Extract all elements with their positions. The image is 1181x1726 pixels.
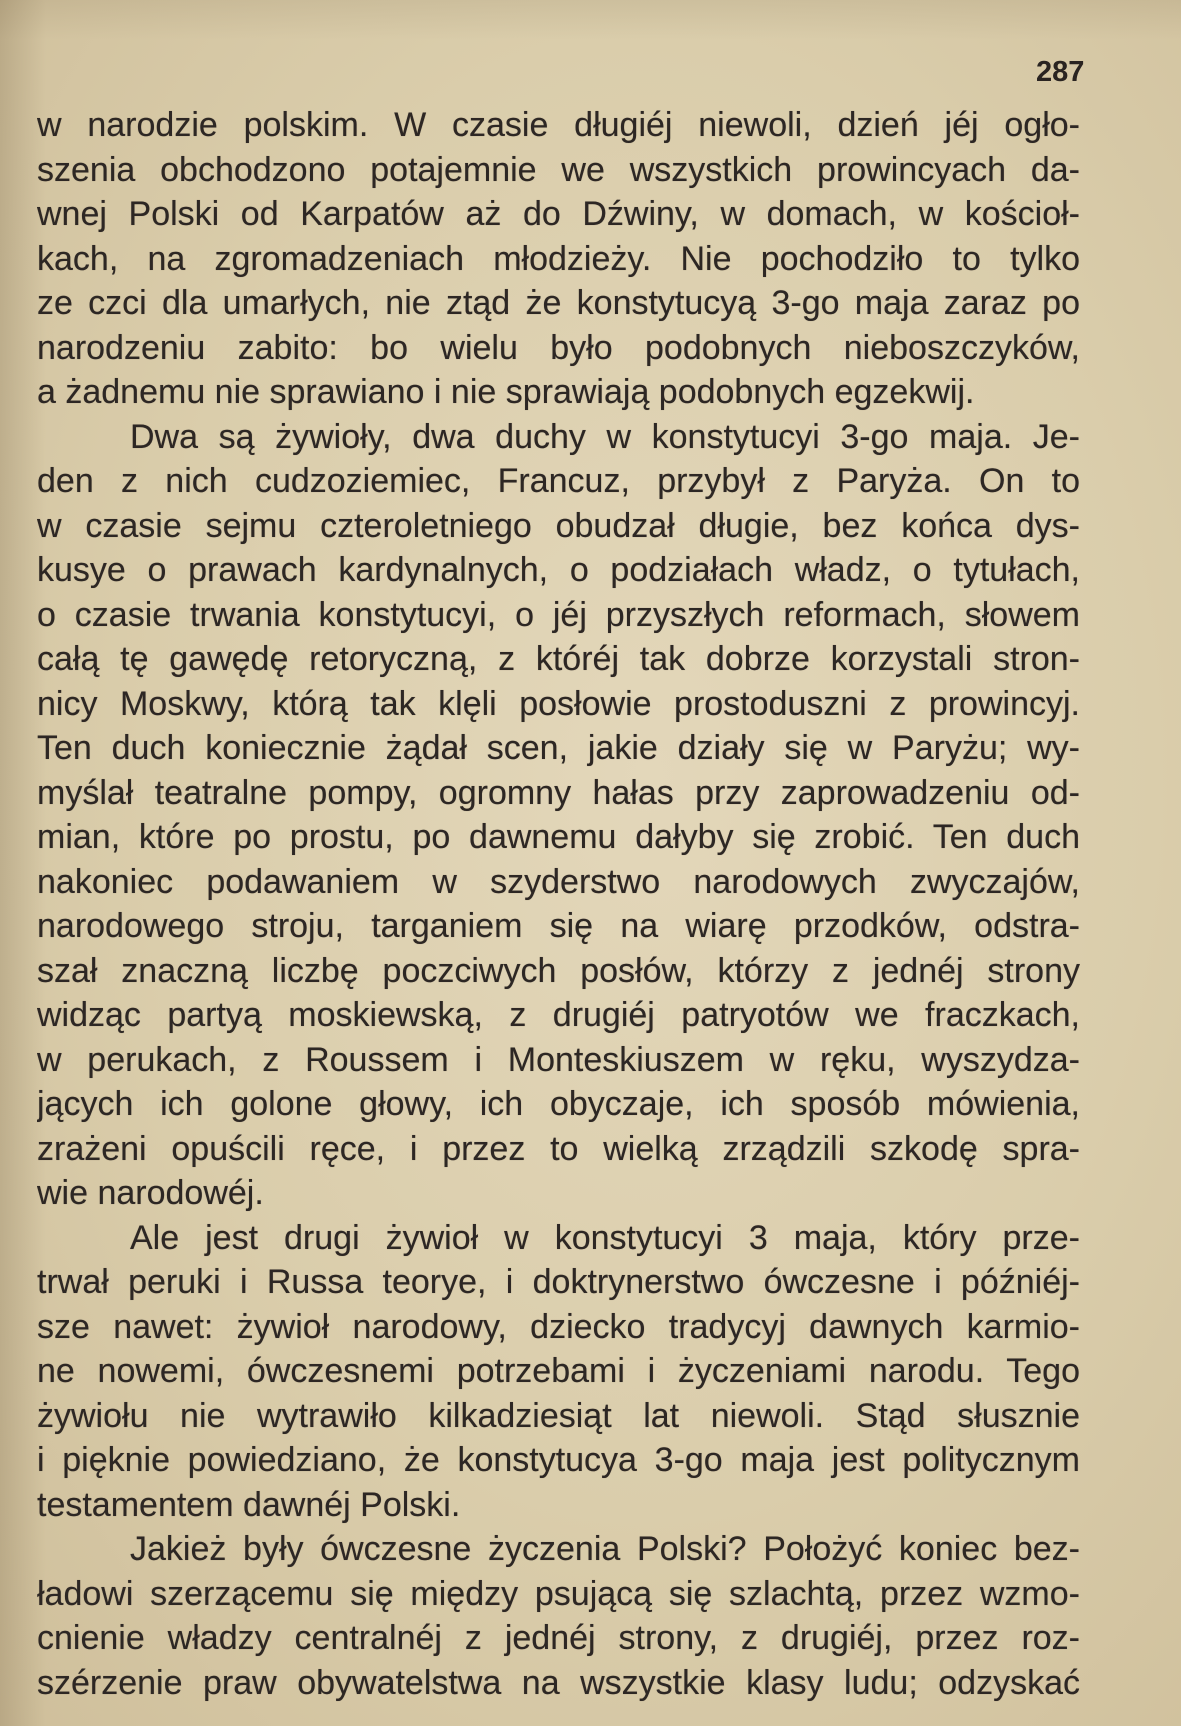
text-line: o czasie trwania konstytucyi, o jéj przyszłych reformach, słowem <box>37 595 1080 634</box>
text-line: a żadnemu nie sprawiano i nie sprawiają podobnych egzekwij. <box>37 373 975 411</box>
text-line: kusye o prawach kardynalnych, o podziałach władz, o tytułach, <box>37 551 1080 589</box>
text-line: i pięknie powiedziano, że konstytucya 3-go maja jest politycznym <box>37 1441 1080 1479</box>
text-line: Ten duch koniecznie żądał scen, jakie działy się w Paryżu; wy- <box>37 729 1080 767</box>
text-line: szenia obchodzono potajemnie we wszystkich prowincyach da- <box>37 150 1080 189</box>
text-line: jących ich golone głowy, ich obyczaje, ich sposób mówienia, <box>37 1085 1080 1123</box>
text-line: trwał peruki i Russa teorye, i doktrynerstwo ówczesne i późniéj- <box>37 1263 1080 1301</box>
text-line: narodowego stroju, targaniem się na wiarę przodków, odstra- <box>37 907 1080 945</box>
text-line: testamentem dawnéj Polski. <box>37 1485 461 1524</box>
text-line: Jakież były ówczesne życzenia Polski? Położyć koniec bez- <box>130 1530 1080 1568</box>
page-number: 287 <box>1036 56 1085 88</box>
text-line: całą tę gawędę retoryczną, z któréj tak dobrze korzystali stron- <box>37 640 1080 678</box>
text-line: widząc partyą moskiewską, z drugiéj patryotów we fraczkach, <box>37 996 1080 1034</box>
text-line: cnienie władzy centralnéj z jednéj strony, z drugiéj, przez roz- <box>37 1619 1080 1657</box>
text-line: ładowi szerzącemu się między psującą się szlachtą, przez wzmo- <box>37 1574 1080 1613</box>
text-line: zrażeni opuścili ręce, i przez to wielką zrządzili szkodę spra- <box>37 1129 1080 1168</box>
text-line: Ale jest drugi żywioł w konstytucyi 3 maja, który prze- <box>130 1218 1080 1257</box>
text-line: sze nawet: żywioł narodowy, dziecko tradycyj dawnych karmio- <box>37 1307 1080 1346</box>
text-line: wnej Polski od Karpatów aż do Dźwiny, w domach, w kościoł- <box>37 195 1080 233</box>
text-line: ne nowemi, ówczesnemi potrzebami i życzeniami narodu. Tego <box>37 1352 1080 1390</box>
text-line: Dwa są żywioły, dwa duchy w konstytucyi 3-go maja. Je- <box>130 417 1080 456</box>
paragraph <box>37 103 1080 415</box>
text-line: wie narodowéj. <box>37 1174 264 1212</box>
text-line: myślał teatralne pompy, ogromny hałas przy zaprowadzeniu od- <box>37 773 1080 812</box>
text-line: szérzenie praw obywatelstwa na wszystkie klasy ludu; odzyskać <box>37 1663 1080 1702</box>
text-line: mian, które po prostu, po dawnemu dałyby się zrobić. Ten duch <box>37 818 1080 856</box>
text-line: w czasie sejmu czteroletniego obudzał długie, bez końca dys- <box>37 506 1080 545</box>
text-line: den z nich cudzoziemiec, Francuz, przybył z Paryża. On to <box>37 462 1080 500</box>
text-line: nicy Moskwy, którą tak klęli posłowie prostoduszni z prowincyj. <box>37 684 1080 723</box>
paragraph <box>37 1527 1080 1705</box>
text-line: w perukach, z Roussem i Monteskiuszem w ręku, wyszydza- <box>37 1040 1080 1079</box>
text-line: szał znaczną liczbę poczciwych posłów, którzy z jednéj strony <box>37 951 1080 990</box>
text-line: żywiołu nie wytrawiło kilkadziesiąt lat niewoli. Stąd słusznie <box>37 1396 1080 1435</box>
text-line: kach, na zgromadzeniach młodzieży. Nie pochodziło to tylko <box>37 239 1080 278</box>
text-line: w narodzie polskim. W czasie długiéj niewoli, dzień jéj ogło- <box>37 106 1080 144</box>
text-line: ze czci dla umarłych, nie ztąd że konstytucyą 3-go maja zaraz po <box>37 284 1080 322</box>
text-line: nakoniec podawaniem w szyderstwo narodowych zwyczajów, <box>37 862 1080 901</box>
body-text <box>37 103 1080 1705</box>
text-line: narodzeniu zabito: bo wielu było podobnych nieboszczyków, <box>37 328 1080 367</box>
paragraph <box>37 1216 1080 1528</box>
paragraph <box>37 415 1080 1216</box>
